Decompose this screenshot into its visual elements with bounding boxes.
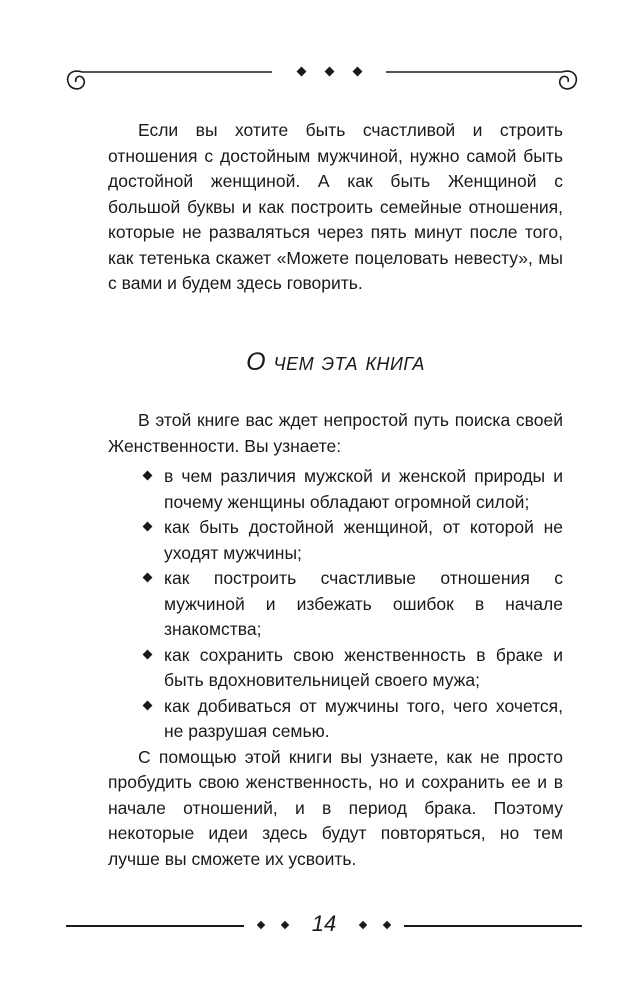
footer-rule-left <box>66 925 244 927</box>
diamond-bullet-icon <box>143 700 153 710</box>
footer-rule-right <box>404 925 582 927</box>
closing-paragraph: С помощью этой книги вы узнаете, как не просто пробудить свою женственность, но и сохранить ее и в начале отношений, и в период брака. Поэтому некоторые идеи здесь будут повторяться, но тем лучше вы сможете их усвоить. <box>108 746 563 869</box>
list-item <box>108 515 563 566</box>
list-item-text: как построить счастливые отношения с мужчиной и избежать ошибок в начале знакомства; <box>164 568 563 639</box>
diamond-bullet-icon <box>143 649 153 659</box>
list-item-text: как добиваться от мужчины того, чего хочется, не разрушая семью. <box>164 695 563 741</box>
list-item-text: как сохранить свою женственность в браке и быть вдохновительницей своего мужа; <box>164 644 563 690</box>
list-item <box>108 464 563 515</box>
diamond-bullet-icon <box>143 522 153 532</box>
diamond-icon <box>281 921 289 929</box>
top-ornament-icon <box>60 58 584 98</box>
diamond-bullet-icon <box>143 573 153 583</box>
list-item-text: как быть достойной женщиной, от которой не уходят мужчины; <box>164 517 563 563</box>
list-item <box>108 566 563 643</box>
lead-paragraph: В этой книге вас ждет непростой путь поиска своей Женственности. Вы узнаете: <box>108 410 563 456</box>
diamond-icon <box>383 921 391 929</box>
diamond-icon <box>359 921 367 929</box>
intro-paragraph: Если вы хотите быть счастливой и строить отношения с достойным мужчиной, нужно самой быть достойной женщиной. А как быть Женщиной с большой буквы и как построить семейные отношения, которые не разваляться через пять минут после того, как тетенька скажет «Можете поцеловать невесту», мы с вами и будем здесь говорить. <box>108 120 563 293</box>
section-body <box>108 408 563 872</box>
list-item <box>108 694 563 745</box>
list-item-text: в чем различия мужской и женской природы и почему женщины обладают огромной силой; <box>164 466 563 512</box>
diamond-bullet-icon <box>143 471 153 481</box>
page-footer <box>60 908 588 944</box>
page-number: 14 <box>311 911 337 936</box>
section-title: О чем эта книга <box>246 348 425 376</box>
bullet-list <box>108 464 563 745</box>
diamond-icon <box>257 921 265 929</box>
list-item <box>108 643 563 694</box>
